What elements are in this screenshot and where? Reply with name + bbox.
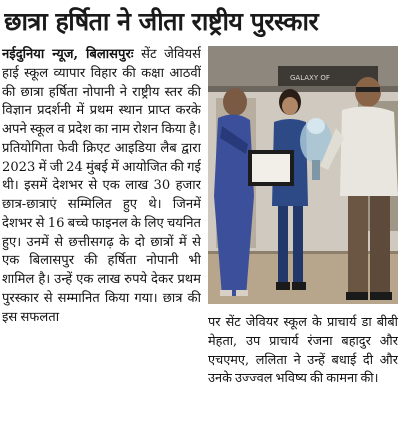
dateline: नईदुनिया न्यूज, बिलासपुरः: [2, 47, 134, 62]
article-text-left: सेंट जेवियर्स हाई स्कूल व्यापार विहार की कक्षा आठवीं की छात्रा हर्षिता नोपानी ने राष्ट्रीय स्तर की विज्ञान प्रदर्शनी में प्रथम स्थान प्राप्त करके अपने स्कूल व प्रदेश का नाम रोशन किया है। प्रतियोगिता फेवी क्रिएट आइडिया लैब द्वारा 2023 में जी 24 मुंबई में आयोजित की गई थी। इसमें देशभर से एक लाख 30 हजार छात्र-छात्राएं सम्मिलित हुए थे। जिनमें देशभर से 16 बच्चे फाइनल के लिए चयनित हुए। उनमें से छत्तीसगढ़ के दो छात्रों में से एक बिलासपुर की हर्षिता नोपानी भी शामिल है। उन्हें एक लाख रुपये देकर प्रथम पुरस्कार से सम्मानित किया गया। छात्र की इस सफलता: [2, 47, 201, 325]
award-photo-illustration: [208, 46, 398, 304]
article-text-right: पर सेंट जेवियर स्कूल के प्राचार्य डा बीबी मेहता, उप प्राचार्य रंजना बहादुर और एचएमए, ललिता ने उन्हें बधाई दी और उनके उज्ज्वल भविष्य की कामना की।: [208, 315, 398, 387]
award-photo: [208, 46, 398, 304]
wall-sign-text: GALAXY OF: [290, 74, 330, 82]
headline: छात्रा हर्षिता ने जीता राष्ट्रीय पुरस्कार: [4, 7, 319, 36]
article-body-left: [2, 46, 201, 422]
article-body-right: [208, 314, 398, 422]
article-paragraph: [2, 46, 201, 327]
